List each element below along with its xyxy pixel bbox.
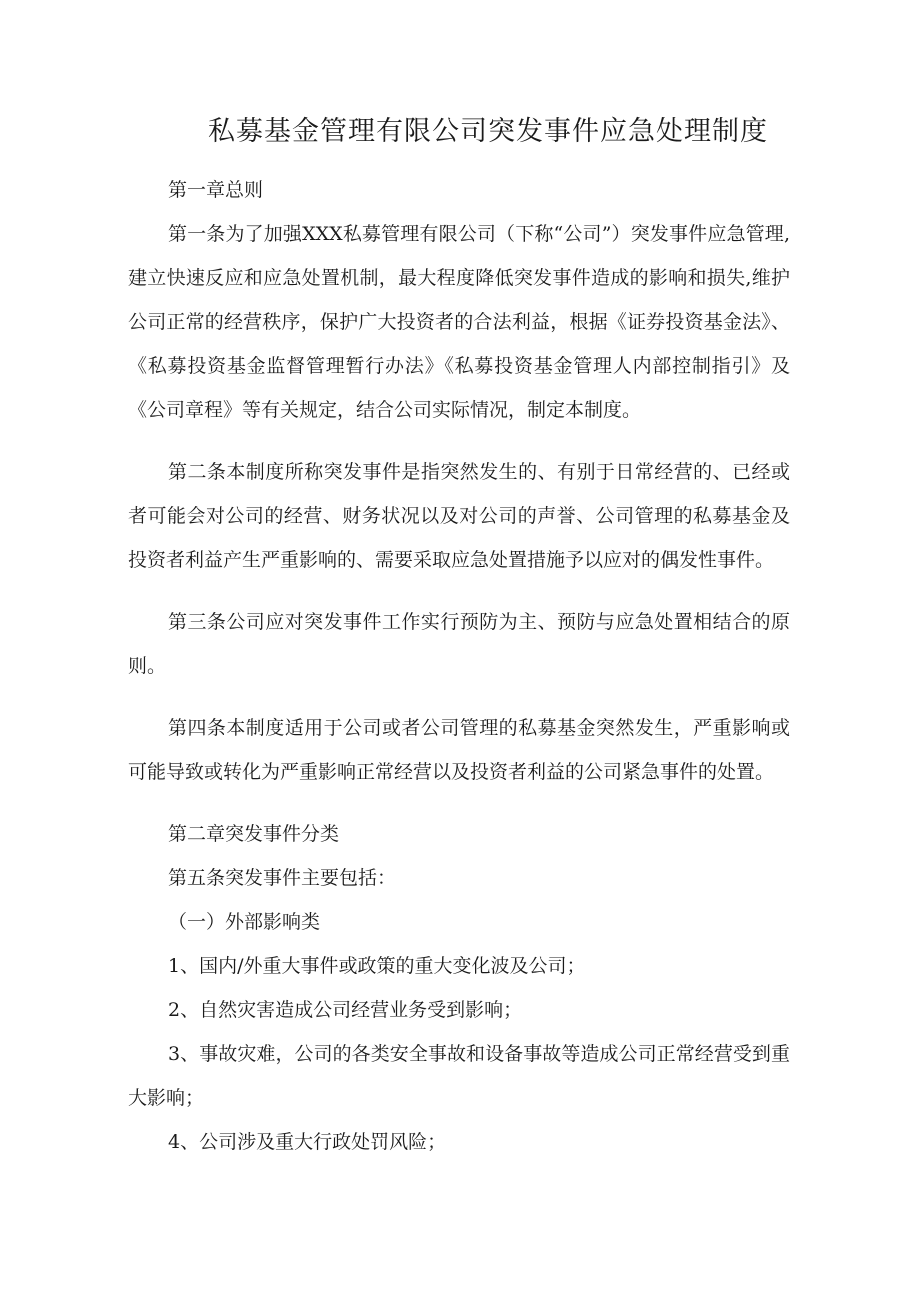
section-heading-1: （一）外部影响类 <box>168 911 321 933</box>
article-3: 第三条公司应对突发事件工作实行预防为主、预防与应急处置相结合的原则。 <box>128 611 790 677</box>
list-item: 1、国内/外重大事件或政策的重大变化波及公司； <box>168 955 586 977</box>
chapter-heading-1: 第一章总则 <box>168 179 264 201</box>
list-item: 4、公司涉及重大行政处罚风险； <box>168 1131 447 1153</box>
document-title: 私募基金管理有限公司突发事件应急处理制度 <box>208 116 768 147</box>
article-1: 第一条为了加强XXX私募管理有限公司（下称“公司”）突发事件应急管理,建立快速反应和应急处置机制，最大程度降低突发事件造成的影响和损失,维护公司正常的经营秩序，保护广大投资者的合法利益，根据《证券投资基金法》、《私募投资基金监督管理暂行办法》《私募投资基金管理人内部控制指引》及《公司章程》等有关规定，结合公司实际情况，制定本制度。 <box>128 223 790 421</box>
article-2: 第二条本制度所称突发事件是指突然发生的、有别于日常经营的、已经或者可能会对公司的经营、财务状况以及对公司的声誉、公司管理的私募基金及投资者利益产生严重影响的、需要采取应急处置措施予以应对的偶发性事件。 <box>128 461 790 571</box>
article-5: 第五条突发事件主要包括： <box>168 867 397 889</box>
article-4: 第四条本制度适用于公司或者公司管理的私募基金突然发生，严重影响或可能导致或转化为严重影响正常经营以及投资者利益的公司紧急事件的处置。 <box>128 717 790 783</box>
chapter-heading-2: 第二章突发事件分类 <box>168 823 340 845</box>
list-item: 3、事故灾难，公司的各类安全事故和设备事故等造成公司正常经营受到重大影响； <box>128 1043 790 1109</box>
list-item: 2、自然灾害造成公司经营业务受到影响； <box>168 999 523 1021</box>
